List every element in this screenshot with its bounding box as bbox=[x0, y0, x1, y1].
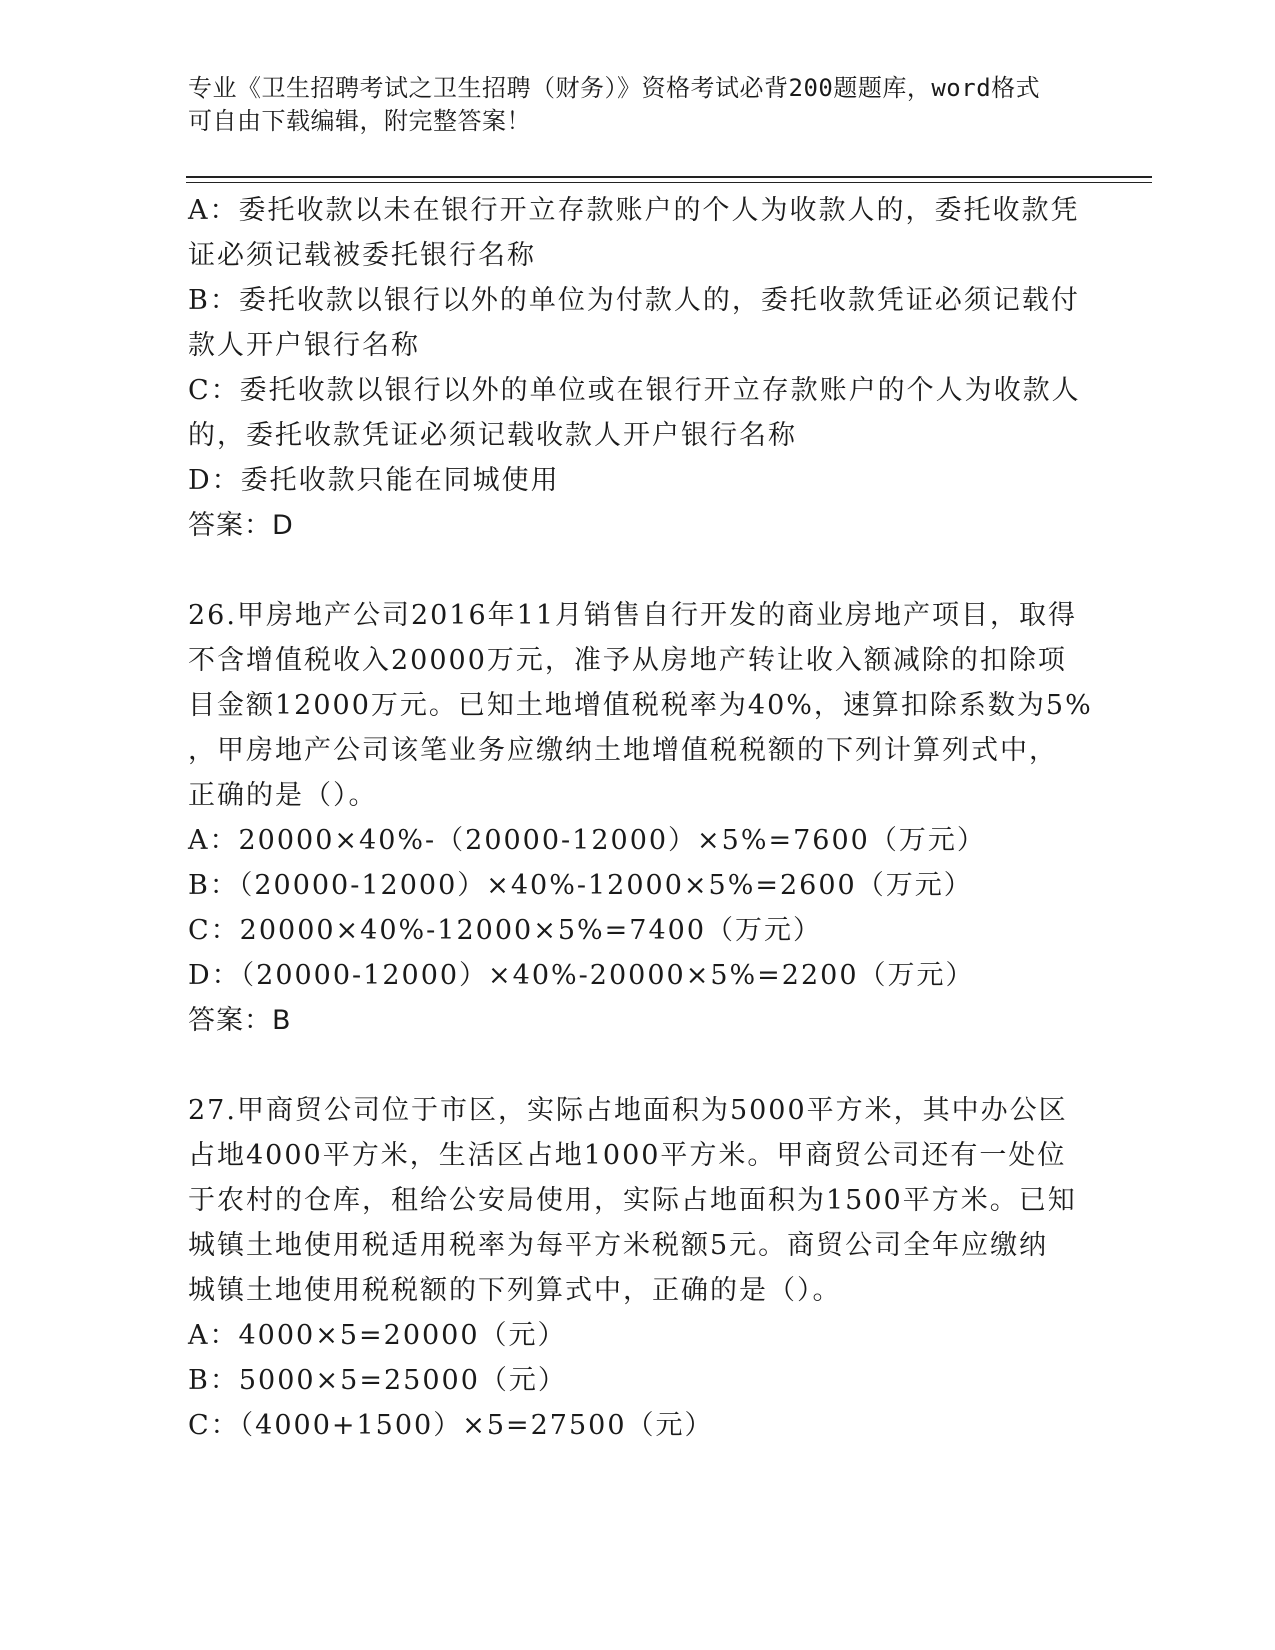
answer-line: 答案：D bbox=[188, 510, 294, 541]
question-stem: 占地4000平方米，生活区占地1000平方米。甲商贸公司还有一处位 bbox=[188, 1140, 1067, 1171]
option-b: B：5000×5=25000（元） bbox=[188, 1365, 567, 1396]
header-line-1: 专业《卫生招聘考试之卫生招聘（财务）》资格考试必背200题题库，word格式 bbox=[188, 74, 1041, 102]
question-27 bbox=[188, 1088, 1088, 1448]
spacer bbox=[188, 1043, 1088, 1088]
header-divider-thick bbox=[186, 176, 1152, 178]
question-stem: 27.甲商贸公司位于市区，实际占地面积为5000平方米，其中办公区 bbox=[188, 1095, 1068, 1126]
header-divider-thin bbox=[186, 182, 1152, 183]
question-stem: 城镇土地使用税税额的下列算式中，正确的是（）。 bbox=[188, 1275, 842, 1306]
option-a: A：委托收款以未在银行开立存款账户的个人为收款人的，委托收款凭 bbox=[188, 195, 1080, 226]
option-a: A：4000×5=20000（元） bbox=[188, 1320, 567, 1351]
question-stem: 不含增值税收入20000万元，准予从房地产转让收入额减除的扣除项 bbox=[188, 645, 1067, 676]
option-c: C：20000×40%-12000×5%=7400（万元） bbox=[188, 915, 822, 946]
question-stem: 目金额12000万元。已知土地增值税税率为40%，速算扣除系数为5% bbox=[188, 690, 1093, 721]
question-stem: ，甲房地产公司该笔业务应缴纳土地增值税税额的下列计算列式中， bbox=[188, 735, 1058, 766]
answer-line: 答案：B bbox=[188, 1005, 292, 1036]
option-d: D：委托收款只能在同城使用 bbox=[188, 465, 560, 496]
question-25 bbox=[188, 188, 1088, 548]
option-a-cont: 证必须记载被委托银行名称 bbox=[188, 240, 536, 271]
question-stem: 于农村的仓库，租给公安局使用，实际占地面积为1500平方米。已知 bbox=[188, 1185, 1077, 1216]
spacer bbox=[188, 548, 1088, 593]
question-stem: 26.甲房地产公司2016年11月销售自行开发的商业房地产项目，取得 bbox=[188, 600, 1078, 631]
document-body bbox=[188, 188, 1093, 1448]
header-line-2: 可自由下载编辑，附完整答案！ bbox=[188, 107, 531, 135]
question-stem: 正确的是（）。 bbox=[188, 780, 378, 811]
option-b: B：（20000-12000）×40%-12000×5%=2600（万元） bbox=[188, 870, 973, 901]
option-c: C：委托收款以银行以外的单位或在银行开立存款账户的个人为收款人 bbox=[188, 375, 1081, 406]
question-stem: 城镇土地使用税适用税率为每平方米税额5元。商贸公司全年应缴纳 bbox=[188, 1230, 1049, 1261]
option-d: D：（20000-12000）×40%-20000×5%=2200（万元） bbox=[188, 960, 975, 991]
option-b-cont: 款人开户银行名称 bbox=[188, 330, 420, 361]
option-a: A：20000×40%-（20000-12000）×5%=7600（万元） bbox=[188, 825, 986, 856]
page-header bbox=[188, 72, 1068, 138]
question-26 bbox=[188, 593, 1093, 1043]
option-c: C：（4000+1500）×5=27500（元） bbox=[188, 1410, 714, 1441]
option-c-cont: 的，委托收款凭证必须记载收款人开户银行名称 bbox=[188, 420, 797, 451]
option-b: B：委托收款以银行以外的单位为付款人的，委托收款凭证必须记载付 bbox=[188, 285, 1080, 316]
